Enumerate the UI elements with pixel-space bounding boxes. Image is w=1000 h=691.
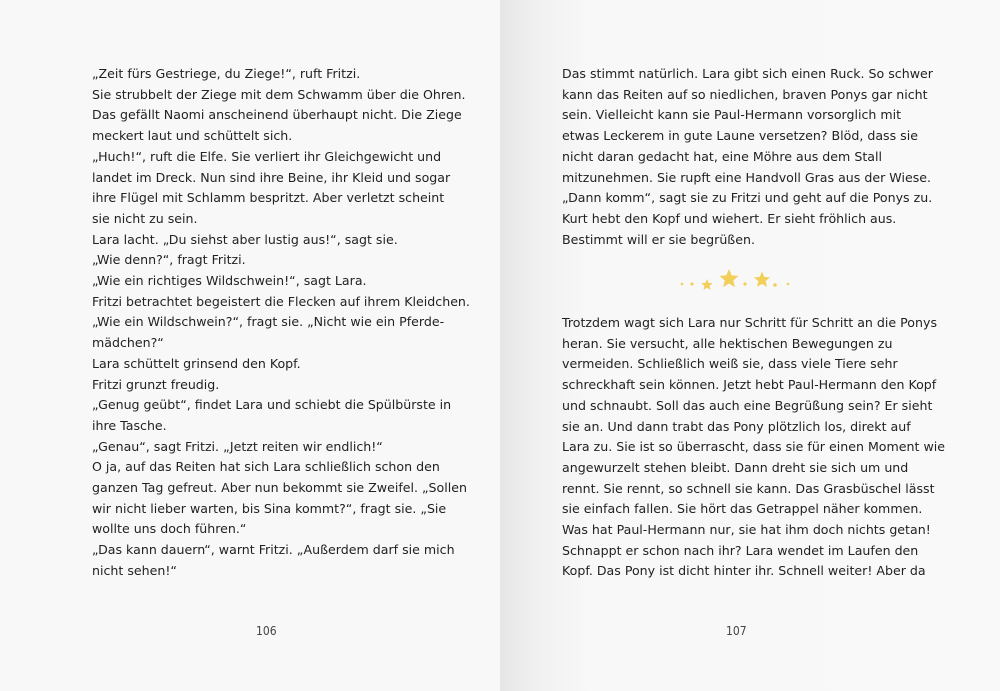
text-line: Schnappt er schon nach ihr? Lara wendet im Laufen den bbox=[562, 542, 919, 558]
text-line: und schnaubt. Soll das auch eine Begrüßung sein? Er sieht bbox=[562, 397, 933, 413]
text-line: etwas Leckerem in gute Laune versetzen? Blöd, dass sie bbox=[562, 128, 918, 144]
text-line: Trotzdem wagt sich Lara nur Schritt für Schritt an die Ponys bbox=[562, 315, 938, 330]
text-line: ihre Tasche. bbox=[92, 417, 167, 433]
text-line: nicht daran gedacht hat, eine Möhre aus dem Stall bbox=[562, 148, 882, 164]
text-line: ihre Flügel mit Schlamm bespritzt. Aber verletzt scheint bbox=[92, 190, 445, 206]
text-line: angewurzelt stehen bleibt. Dann dreht sie sich um und bbox=[562, 459, 909, 475]
left-page-number: 106 bbox=[256, 624, 277, 638]
text-line: Lara zu. Sie ist so überrascht, dass sie für einen Moment wie bbox=[562, 439, 945, 455]
text-line: Lara lacht. „Du siehst aber lustig aus!“, sagt sie. bbox=[92, 231, 398, 247]
text-line: wollte uns doch führen.“ bbox=[92, 521, 247, 537]
text-line: mädchen?“ bbox=[92, 335, 164, 351]
text-line: Das stimmt natürlich. Lara gibt sich einen Ruck. So schwer bbox=[562, 66, 933, 81]
text-line: meckert laut und schüttelt sich. bbox=[92, 128, 293, 144]
text-line: Lara schüttelt grinsend den Kopf. bbox=[92, 355, 301, 371]
text-line: „Wie ein Wildschwein?“, fragt sie. „Nicht wie ein Pferde- bbox=[92, 314, 445, 330]
text-line: „Genau“, sagt Fritzi. „Jetzt reiten wir endlich!“ bbox=[92, 438, 383, 454]
text-line: vermeiden. Schließlich weiß sie, dass viele Tiere sehr bbox=[562, 356, 898, 372]
text-line: Das gefällt Naomi anscheinend überhaupt nicht. Die Ziege bbox=[92, 107, 462, 123]
text-line: Was hat Paul-Hermann nur, sie hat ihm doch nichts getan! bbox=[562, 522, 931, 538]
text-line: „Das kann dauern“, warnt Fritzi. „Außerdem darf sie mich bbox=[92, 542, 455, 558]
text-line: rennt. Sie rennt, so schnell sie kann. Das Grasbüschel lässt bbox=[562, 480, 935, 496]
text-line: Fritzi grunzt freudig. bbox=[92, 376, 220, 392]
text-line: „Wie ein richtiges Wildschwein!“, sagt Lara. bbox=[92, 273, 367, 289]
text-line: nicht sehen!“ bbox=[92, 562, 177, 578]
text-line: „Genug geübt“, findet Lara und schiebt die Spülbürste in bbox=[92, 397, 452, 413]
text-line: „Huch!“, ruft die Elfe. Sie verliert ihr Gleichgewicht und bbox=[92, 148, 442, 164]
text-line: O ja, auf das Reiten hat sich Lara schließlich schon den bbox=[92, 459, 440, 475]
right-page-text-lower bbox=[562, 313, 945, 582]
text-line: wir nicht lieber warten, bis Sina kommt?“, fragt sie. „Sie bbox=[92, 500, 447, 516]
right-page-number: 107 bbox=[726, 624, 747, 638]
text-line: „Dann komm“, sagt sie zu Fritzi und geht auf die Ponys zu. bbox=[562, 190, 933, 206]
text-line: schreckhaft sein können. Jetzt hebt Paul-Hermann den Kopf bbox=[562, 377, 937, 393]
text-line: Fritzi betrachtet begeistert die Flecken auf ihrem Kleidchen. bbox=[92, 293, 470, 309]
text-line: kann das Reiten auf so niedlichen, braven Ponys gar nicht bbox=[562, 86, 928, 102]
text-line: sie an. Und dann trabt das Pony plötzlich los, direkt auf bbox=[562, 418, 911, 434]
text-line: sie einfach fallen. Sie hört das Getrappel näher kommen. bbox=[562, 501, 923, 517]
text-line: „Wie denn?“, fragt Fritzi. bbox=[92, 252, 246, 268]
text-line: sie nicht zu sein. bbox=[92, 210, 198, 226]
text-line: Kopf. Das Pony ist dicht hinter ihr. Schnell weiter! Aber da bbox=[562, 563, 926, 579]
left-page-text bbox=[92, 64, 470, 582]
text-line: Bestimmt will er sie begrüßen. bbox=[562, 231, 755, 247]
text-line: „Zeit fürs Gestriege, du Ziege!“, ruft Fritzi. bbox=[92, 66, 361, 81]
text-line: ganzen Tag gefreut. Aber nun bekommt sie Zweifel. „Sollen bbox=[92, 480, 467, 496]
text-line: sein. Vielleicht kann sie Paul-Hermann vorsorglich mit bbox=[562, 107, 902, 123]
text-line: landet im Dreck. Nun sind ihre Beine, ihr Kleid und sogar bbox=[92, 169, 451, 185]
right-page bbox=[500, 0, 1000, 691]
text-line: heran. Sie versucht, alle hektischen Bewegungen zu bbox=[562, 335, 893, 351]
text-line: Sie strubbelt der Ziege mit dem Schwamm über die Ohren. bbox=[92, 86, 466, 102]
right-page-text-upper bbox=[562, 64, 933, 250]
stars-divider-icon bbox=[678, 266, 792, 296]
text-line: mitzunehmen. Sie rupft eine Handvoll Gras aus der Wiese. bbox=[562, 169, 932, 185]
text-line: Kurt hebt den Kopf und wiehert. Er sieht fröhlich aus. bbox=[562, 210, 897, 226]
